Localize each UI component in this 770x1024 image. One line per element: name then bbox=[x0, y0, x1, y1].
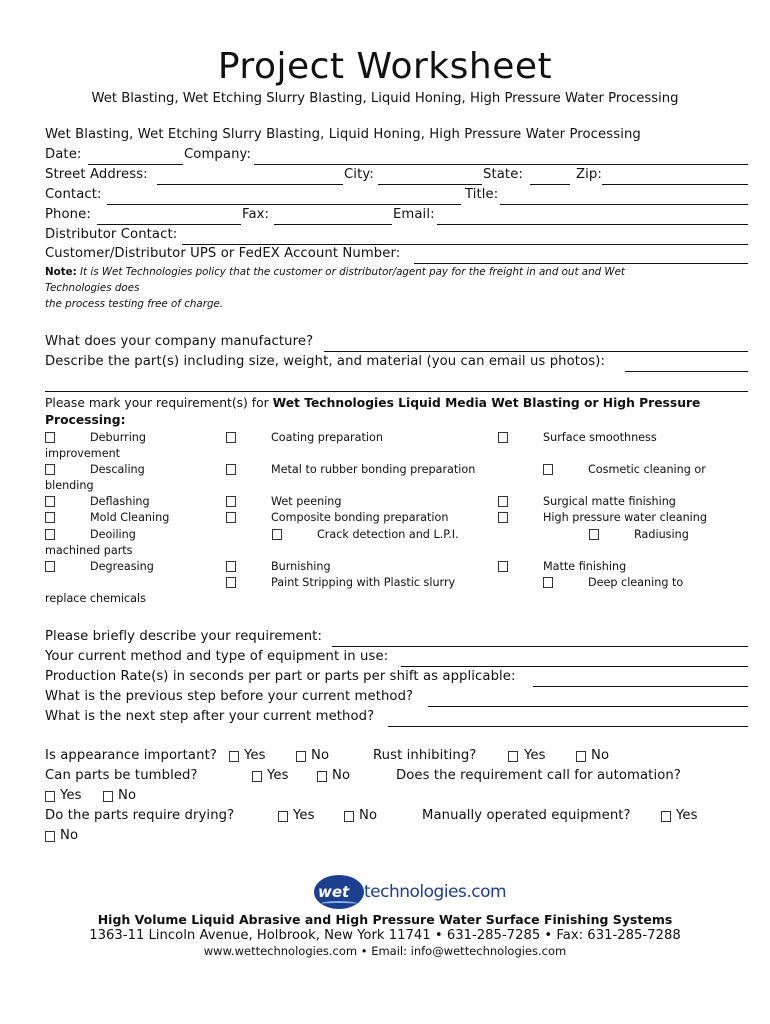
footer-web: www.wettechnologies.com • Email: info@wettechnologies.com bbox=[203, 944, 567, 958]
production-rate-row bbox=[45, 669, 748, 687]
contact-row bbox=[45, 187, 748, 205]
checkbox-descaling[interactable] bbox=[45, 464, 55, 475]
checkbox-deburring[interactable] bbox=[45, 432, 55, 443]
next-step-label: What is the next step after your current method? bbox=[45, 709, 375, 724]
manufacture-label: What does your company manufacture? bbox=[45, 334, 314, 349]
phone-field[interactable] bbox=[97, 207, 241, 225]
automation-no-label: No bbox=[118, 788, 137, 803]
label-burnishing: Burnishing bbox=[271, 560, 331, 573]
label-composite: Composite bonding preparation bbox=[271, 511, 449, 524]
checkbox-cosmetic[interactable] bbox=[543, 464, 553, 475]
automation-yes-checkbox[interactable] bbox=[45, 791, 55, 802]
tumbled-yes-checkbox[interactable] bbox=[252, 771, 262, 782]
previous-step-row bbox=[45, 689, 748, 707]
ups-field[interactable] bbox=[414, 246, 748, 264]
company-field[interactable] bbox=[254, 147, 748, 165]
logo-wave bbox=[320, 901, 358, 907]
manual-yes-label: Yes bbox=[676, 808, 698, 823]
intro-line: Wet Blasting, Wet Etching Slurry Blasting, Liquid Honing, High Pressure Water Processing bbox=[45, 127, 641, 142]
label-improvement: improvement bbox=[45, 447, 121, 460]
prompt-bold-1: Wet Technologies Liquid Media Wet Blasting or High Pressure bbox=[272, 396, 701, 410]
distributor-field[interactable] bbox=[182, 227, 748, 245]
label-mold: Mold Cleaning bbox=[90, 511, 170, 524]
phone-row bbox=[45, 207, 748, 225]
checkbox-coating[interactable] bbox=[226, 432, 236, 443]
distributor-label: Distributor Contact: bbox=[45, 227, 178, 242]
company-label: Company: bbox=[184, 147, 252, 162]
rust-question: Rust inhibiting? bbox=[373, 748, 477, 763]
production-rate-field[interactable] bbox=[533, 669, 748, 687]
label-matte: Matte finishing bbox=[543, 560, 627, 573]
email-label: Email: bbox=[393, 207, 435, 222]
manual-question: Manually operated equipment? bbox=[422, 808, 631, 823]
contact-label: Contact: bbox=[45, 187, 102, 202]
prompt-text: Please mark your requirement(s) for bbox=[45, 396, 273, 410]
automation-no-checkbox[interactable] bbox=[103, 791, 113, 802]
previous-step-label: What is the previous step before your current method? bbox=[45, 689, 414, 704]
previous-step-field[interactable] bbox=[428, 689, 748, 707]
email-field[interactable] bbox=[437, 207, 748, 225]
tumbled-yes-label: Yes bbox=[267, 768, 289, 783]
phone-label: Phone: bbox=[45, 207, 91, 222]
current-method-label: Your current method and type of equipment in use: bbox=[45, 649, 389, 664]
label-degreasing: Degreasing bbox=[90, 560, 154, 573]
label-cosmetic: Cosmetic cleaning or bbox=[588, 463, 706, 476]
checkbox-deoiling[interactable] bbox=[45, 529, 55, 540]
date-field[interactable] bbox=[88, 147, 183, 165]
label-wet-peening: Wet peening bbox=[271, 495, 342, 508]
ups-row bbox=[45, 246, 748, 264]
label-high-pressure: High pressure water cleaning bbox=[543, 511, 707, 524]
street-field[interactable] bbox=[157, 167, 343, 185]
label-deoiling: Deoiling bbox=[90, 528, 136, 541]
drying-no-label: No bbox=[359, 808, 378, 823]
ups-label: Customer/Distributor UPS or FedEX Account Number: bbox=[45, 246, 401, 261]
label-paint: Paint Stripping with Plastic slurry bbox=[271, 576, 456, 589]
checkbox-surgical[interactable] bbox=[498, 496, 508, 507]
label-crack: Crack detection and L.P.I. bbox=[317, 528, 459, 541]
city-label: City: bbox=[344, 167, 374, 182]
page-title: Project Worksheet bbox=[217, 46, 553, 87]
fax-label: Fax: bbox=[242, 207, 270, 222]
describe-req-row bbox=[45, 629, 748, 647]
appearance-no-label: No bbox=[311, 748, 330, 763]
label-surgical: Surgical matte finishing bbox=[543, 495, 676, 508]
contact-field[interactable] bbox=[107, 187, 461, 205]
fax-field[interactable] bbox=[274, 207, 392, 225]
manufacture-row bbox=[45, 334, 748, 352]
label-surface: Surface smoothness bbox=[543, 431, 657, 444]
manual-yes-checkbox[interactable] bbox=[661, 811, 671, 822]
label-descaling: Descaling bbox=[90, 463, 145, 476]
footer-address: 1363-11 Lincoln Avenue, Holbrook, New York 11741 • 631-285-7285 • Fax: 631-285-7288 bbox=[89, 928, 681, 943]
logo-domain-text: technologies.com bbox=[364, 882, 507, 902]
appearance-yes-checkbox[interactable] bbox=[229, 751, 239, 762]
checkbox-wet-peening[interactable] bbox=[226, 496, 236, 507]
zip-field[interactable] bbox=[602, 167, 748, 185]
state-field[interactable] bbox=[530, 167, 570, 185]
note-label: Note: bbox=[45, 266, 77, 278]
appearance-question: Is appearance important? bbox=[45, 748, 217, 763]
rust-no-checkbox[interactable] bbox=[576, 751, 586, 762]
next-step-row bbox=[45, 709, 748, 727]
label-metal-rubber: Metal to rubber bonding preparation bbox=[271, 463, 476, 476]
current-method-field[interactable] bbox=[401, 649, 748, 667]
checkbox-radiusing[interactable] bbox=[589, 529, 599, 540]
tumbled-question: Can parts be tumbled? bbox=[45, 768, 198, 783]
rust-no-label: No bbox=[591, 748, 610, 763]
checkbox-high-pressure[interactable] bbox=[498, 512, 508, 523]
drying-question: Do the parts require drying? bbox=[45, 808, 235, 823]
logo-wet-text: wet bbox=[318, 883, 350, 901]
city-field[interactable] bbox=[378, 167, 482, 185]
drying-yes-label: Yes bbox=[293, 808, 315, 823]
checkbox-burnishing[interactable] bbox=[226, 561, 236, 572]
checkbox-crack[interactable] bbox=[272, 529, 282, 540]
title-label: Title: bbox=[465, 187, 499, 202]
appearance-no-checkbox[interactable] bbox=[296, 751, 306, 762]
note-text-1: It is Wet Technologies policy that the customer or distributor/agent pay for the freight in and out and Wet bbox=[80, 266, 625, 278]
checkbox-deflashing[interactable] bbox=[45, 496, 55, 507]
zip-label: Zip: bbox=[576, 167, 602, 182]
requirements-prompt bbox=[45, 395, 700, 429]
describe-field[interactable] bbox=[625, 354, 748, 372]
checkbox-surface[interactable] bbox=[498, 432, 508, 443]
current-method-row bbox=[45, 649, 748, 667]
describe-label: Describe the part(s) including size, weight, and material (you can email us photos): bbox=[45, 354, 605, 369]
label-deburring: Deburring bbox=[90, 431, 146, 444]
manufacture-field[interactable] bbox=[324, 334, 748, 352]
label-replace: replace chemicals bbox=[45, 592, 146, 605]
drying-no-checkbox[interactable] bbox=[344, 811, 354, 822]
label-radiusing: Radiusing bbox=[634, 528, 689, 541]
describe-req-field[interactable] bbox=[332, 629, 748, 647]
rust-yes-checkbox[interactable] bbox=[508, 751, 518, 762]
label-deep-cleaning: Deep cleaning to bbox=[588, 576, 684, 589]
tumbled-no-checkbox[interactable] bbox=[317, 771, 327, 782]
date-company-row bbox=[45, 147, 748, 165]
describe-row bbox=[45, 354, 748, 372]
state-label: State: bbox=[483, 167, 523, 182]
label-machined: machined parts bbox=[45, 544, 133, 557]
distributor-row bbox=[45, 227, 748, 245]
note-block bbox=[45, 264, 625, 312]
describe-field-continued[interactable] bbox=[45, 374, 748, 392]
checkbox-composite[interactable] bbox=[226, 512, 236, 523]
tumbled-no-label: No bbox=[332, 768, 351, 783]
checkbox-mold[interactable] bbox=[45, 512, 55, 523]
appearance-yes-label: Yes bbox=[244, 748, 266, 763]
prompt-bold-2: Processing: bbox=[45, 413, 126, 427]
note-text-2: Technologies does bbox=[45, 282, 140, 294]
page-subtitle: Wet Blasting, Wet Etching Slurry Blasting, Liquid Honing, High Pressure Water Processing bbox=[91, 91, 679, 106]
footer-tagline: High Volume Liquid Abrasive and High Pressure Water Surface Finishing Systems bbox=[97, 912, 673, 927]
manual-no-checkbox[interactable] bbox=[45, 831, 55, 842]
checkbox-metal-rubber[interactable] bbox=[226, 464, 236, 475]
checkbox-deep-cleaning[interactable] bbox=[543, 577, 553, 588]
checkbox-paint[interactable] bbox=[226, 577, 236, 588]
note-text-3: the process testing free of charge. bbox=[45, 298, 224, 310]
drying-yes-checkbox[interactable] bbox=[278, 811, 288, 822]
manual-no-label: No bbox=[60, 828, 79, 843]
label-blending: blending bbox=[45, 479, 94, 492]
production-rate-label: Production Rate(s) in seconds per part or parts per shift as applicable: bbox=[45, 669, 516, 684]
street-label: Street Address: bbox=[45, 167, 148, 182]
label-deflashing: Deflashing bbox=[90, 495, 150, 508]
title-field[interactable] bbox=[500, 187, 748, 205]
label-coating: Coating preparation bbox=[271, 431, 383, 444]
automation-yes-label: Yes bbox=[60, 788, 82, 803]
checkbox-degreasing[interactable] bbox=[45, 561, 55, 572]
rust-yes-label: Yes bbox=[524, 748, 546, 763]
next-step-field[interactable] bbox=[388, 709, 748, 727]
address-row bbox=[45, 167, 748, 185]
automation-question: Does the requirement call for automation? bbox=[396, 768, 681, 783]
date-label: Date: bbox=[45, 147, 82, 162]
checkbox-matte[interactable] bbox=[498, 561, 508, 572]
describe-req-label: Please briefly describe your requirement: bbox=[45, 629, 322, 644]
